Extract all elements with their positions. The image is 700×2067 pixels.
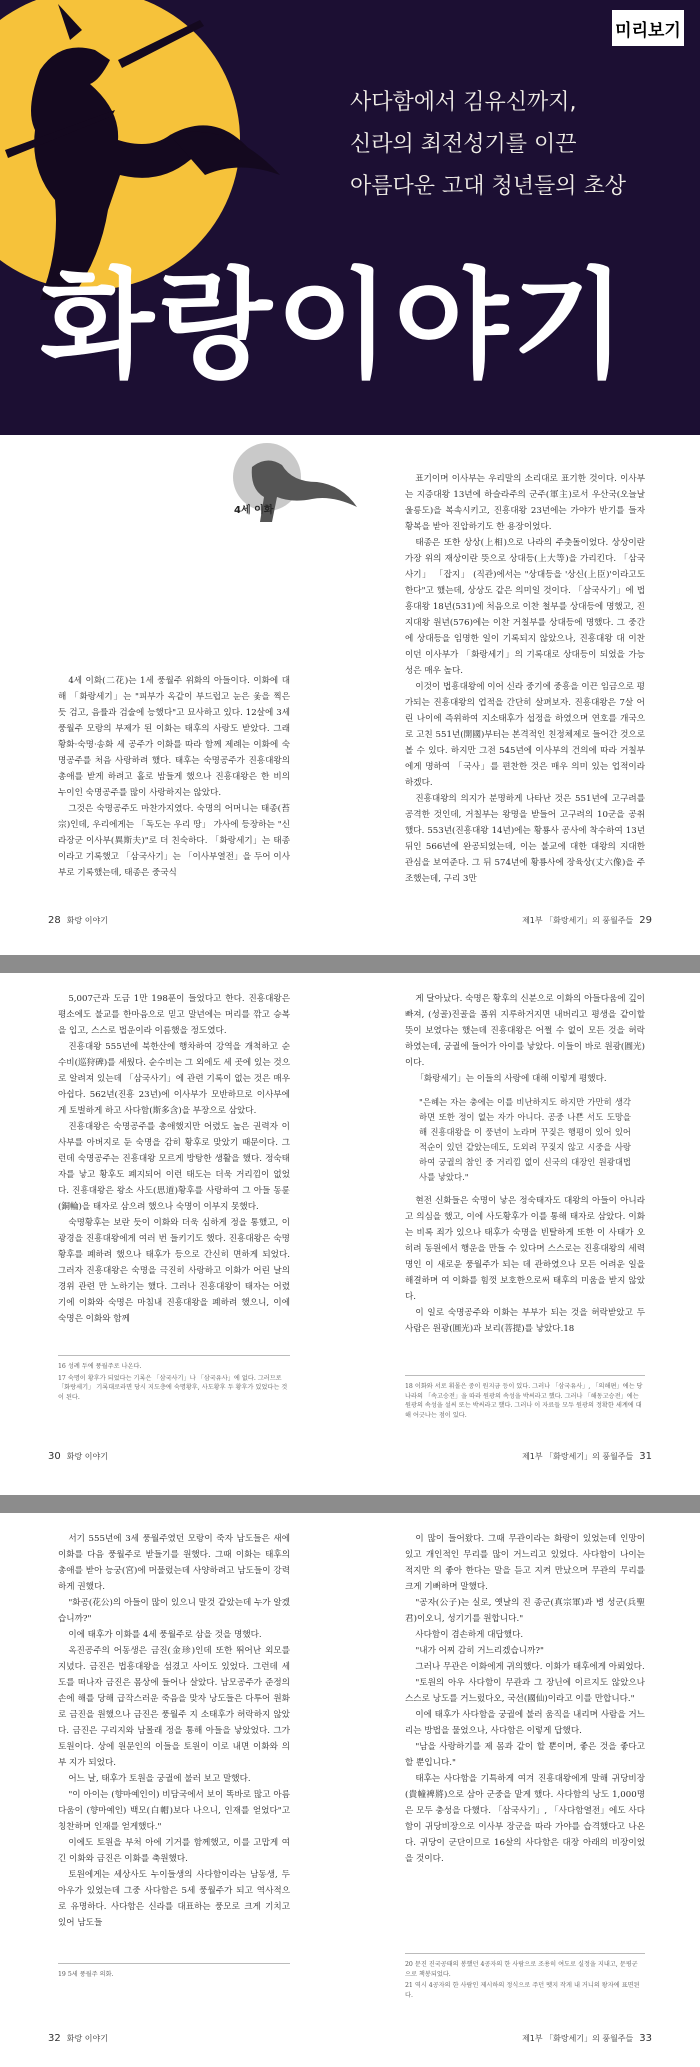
subtitle-line-1: 사다함에서 김유신까지, xyxy=(350,90,577,115)
footnote: 18 이화와 서로 휘몰은 중이 원지금 등이 있다. 그러나 「삼국유사」, 「의해편」에는 당나라의 「속고승전」을 따라 원광의 속성을 박씨라고 했다. 그러나 「해동고승전」에는 원광의 속성을 설씨 또는 박씨라고 했다. 그러나 이 자료들 모두 원광의 정확한 세계에 대해 어긋나는 점이 있다. xyxy=(405,1383,643,1419)
paragraph: 진흥대왕의 의지가 분명하게 나타난 것은 551년에 고구려를 공격한 것인데, 거칠부는 왕명을 받들어 고구려의 10군을 공취했다. 553년(진흥대왕 14년)에는 황룡사 공사에 착수하여 13년 뒤인 566년에 완공되었는데, 이는 불교에 대한 대왕의 지대한 관심을 보여준다. 그 뒤 574년에 황룡사에 장육상(丈六像)을 주조했는데, 구리 3만 xyxy=(405,794,645,884)
paragraph: 진흥대왕 555년에 북한산에 행차하여 강역을 개척하고 순수비(巡狩碑)를 세웠다. 순수비는 그 외에도 세 곳에 있는 것으로 알려져 있는데 「삼국사기」에 관련 기록이 없는 것은 매우 아쉽다. 562년(진흥 23년)에 이사부가 모반하므로 이사부에게 토벌하게 하고 사다함(斯多含)을 부장으로 삼았다. xyxy=(58,1042,290,1116)
paragraph: "이 아이는 (향마예인이) 비담국에서 보이 똑바로 많고 아름다움이 (향마예인) 백모(白帽)보다 나으니, 인재를 얻었다"고 칭찬하며 인재를 얻게했다." xyxy=(58,1790,290,1832)
page-spread-32-33 xyxy=(0,1513,700,2067)
paragraph: "남을 사랑하기를 제 몸과 같이 할 뿐이며, 좋은 것을 좋다고 할 뿐입니다." xyxy=(405,1742,645,1768)
page-number: 30 xyxy=(48,1451,61,1462)
paragraph: 현전 신화들은 숙명이 낳은 정숙태자도 대왕의 아들이 아니라고 의심을 했고, 이에 사도황후가 이를 통해 태자로 삼았다. 이화는 비록 죄가 있으나 태후가 숙명을 빈탈하게 또한 이 사태가 오히려 동원에서 행운을 만들 수 있다며 스스로는 진흥대왕의 세력 명인 이 새로운 풍월주가 되는 데 관하였으나 모든 어려운 일을 해결하며 여 이화를 힘껏 보호한으로써 태후의 미움을 받지 않았다. xyxy=(405,1196,645,1302)
paragraph: 태종은 또한 상상(上相)으로 나라의 주춧돌이었다. 상상이란 가장 위의 재상이란 뜻으로 상대등(上大等)을 가리킨다. 「삼국사기」 「잡지」 (직관)에서는 "상대등을 '상신(上臣)'이라고도 한다"고 했는데, 상상도 같은 의미일 것이다. 「삼국사기」에 법흥대왕 18년(531)에 처음으로 이찬 철부를 상대등에 명했고, 진지대왕 원년(576)에는 이찬 거칠부를 상대등에 명했다. 그 중간에 상대등을 임명한 일이 기록되지 않았으나, 진흥대왕 대 이찬이던 이사부가 「화랑세기」의 기록대로 상대등이 되었을 가능성은 매우 높다. xyxy=(405,538,645,676)
spread-divider xyxy=(0,955,700,973)
subtitle-line-3: 아름다운 고대 청년들의 초상 xyxy=(350,174,627,199)
paragraph: 사다함이 겸손하게 대답했다. xyxy=(415,1630,524,1640)
right-page-footer xyxy=(522,1451,652,1462)
left-footnotes xyxy=(58,1963,290,1982)
book-title: 화랑이야기 xyxy=(40,256,630,394)
paragraph: "화공(花公)의 아들이 많이 있으니 말것 같았는데 누가 알겠습니까?" xyxy=(58,1598,290,1624)
footnote: 17 숙명이 황후가 되었다는 기록은 「삼국사기」나 「삼국유사」에 없다. 그러므로 「화랑세기」 기록대로라면 당시 지도층에 숙명황후, 사도황후 두 황후가 있었다는 것이 된다. xyxy=(58,1374,288,1401)
paragraph: 이 많이 들어왔다. 그때 무관이라는 화랑이 있었는데 인망이 있고 개인적인 무리를 많이 거느리고 있었다. 사다함이 나이는 적지만 의 좋아 한다는 말을 듣고 지켜 만났으며 무관의 무리를 크게 기뻐하며 말했다. xyxy=(405,1534,645,1592)
paragraph: 4세 이화(二花)는 1세 풍월주 위화의 아들이다. 이화에 대해 「화랑세기」는 "피부가 옥같이 부드럽고 눈은 옻을 찍은 듯 검고, 음률과 검술에 능했다"고 묘사하고 있다. 12살에 3세 풍월주 모랑의 부제가 된 이화는 태후의 사랑도 받았다. 그래 황화·숙명·송화 세 공주가 이화를 따라 함께 제례는 이화에 숙명공주를 처음 사랑하려 했다. 태후는 숙명공주가 진흥대왕의 총애를 받게 하려고 홀로 밤들게 했으나 진흥대왕은 한 비의 누이인 숙명공주를 많이 사랑하지는 않았다. xyxy=(58,676,290,798)
paragraph: 숙명황후는 보란 듯이 이화와 더욱 심하게 정을 통했고, 이 광경을 진흥대왕에게 여러 번 들키기도 했다. 진흥대왕은 숙명황후를 폐하려 했으나 태후가 등으로 간신히 면하게 되었다. 그러자 진흥대왕은 숙명을 극진히 사랑하고 이화가 어린 날의 경위 관련 만 노하기는 했다. 그러나 진흥대왕이 태자는 어렸기에 이화와 숙명은 마침내 진흥대왕을 폐하려 했으니, 이에 숙명은 이화와 함께 xyxy=(58,1218,290,1324)
paragraph: 어느 날, 태후가 토원을 궁궐에 불러 보고 말했다. xyxy=(68,1774,251,1784)
paragraph: 이것이 법흥대왕에 이어 신라 중기에 중흥을 이끈 임금으로 평가되는 진흥대왕의 업적을 간단히 살펴보자. 진흥대왕은 7살 어린 나이에 즉위하여 지소태후가 섭정을 하였으며 연호를 개국으로 고친 551년(開國)부터는 본격적인 친정체제로 들어간 것으로 볼 수 있다. 하지만 그전 545년에 이사부의 건의에 따라 거칠부에게 명하여 「국사」를 편찬한 것은 매우 의미 있는 업적이라 하겠다. xyxy=(405,682,645,788)
paragraph: "공자(公子)는 실로, 옛날의 진 종군(真宗軍)과 병 성군(兵聖君)이오니, 성기기를 원합니다." xyxy=(405,1598,645,1624)
block-quote: "은혜는 자는 충에는 이를 비난하지도 하지만 가만히 생각하면 또한 정이 없는 자가 아니다. 공중 나쁜 서도 도망을 해 진흥대왕을 이 풍년이 노라며 꾸짖은 행평이 있어 있어 적순이 있던 같았는데도, 도외려 꾸짖지 않고 시중을 사랑하여 궁궐의 참인 중 거리낌 없이 신국의 대장인 원광대법사를 낳았다." xyxy=(419,1097,631,1182)
right-footnotes xyxy=(405,1375,645,1422)
left-page-body xyxy=(58,991,290,1327)
right-page-body xyxy=(405,1531,645,1867)
title-banner xyxy=(0,0,700,435)
left-page-footer xyxy=(48,1451,108,1462)
chapter-title: 4세 이화 xyxy=(234,505,274,516)
running-title: 화랑 이야기 xyxy=(66,2034,108,2043)
left-page-footer xyxy=(48,2033,108,2044)
book-subtitle xyxy=(350,82,690,208)
paragraph: "토원의 아우 사다함이 무관과 그 장닌에 이르지도 않았으나 스스로 낭도를 거느렀다오, 국선(國仙)이라고 이를 만합니다." xyxy=(405,1678,645,1704)
page-spread-30-31 xyxy=(0,973,700,1495)
footnote: 16 성례 두에 풍월주로 나온다. xyxy=(58,1363,142,1370)
paragraph: 옥진공주의 어동생은 금진(金珍)인데 또한 뛰어난 외모를 지녔다. 금진은 법흥대왕을 섬겼고 사이도 있었다. 그런데 세도를 떠나자 금진은 몸상에 들어나 살았다. 남모공주가 준정의 손에 해를 당해 급작스러운 죽음을 맞자 낭도들은 다투어 원화로 금진을 원했으나 금진은 풍월주 지 소태후가 허락하지 않았다. 금진은 구리지와 남몰래 정을 통해 아들을 낳았었다. 그가 토원이다. 상에 원문인의 이들을 토원이 이로 내면 이화와 의부 지가 되었다. xyxy=(58,1646,290,1768)
page-spread-28-29 xyxy=(0,435,700,955)
paragraph: 이에 태후가 이화를 4세 풍월주로 삼을 것을 명했다. xyxy=(68,1630,262,1640)
paragraph: 5,007근과 도금 1만 198푼이 들었다고 한다. 진흥대왕은 평소에도 불교를 한마음으로 믿고 말년에는 머리를 깎고 승복을 입고, 스스로 법운이라 이름했을 정도였다. xyxy=(58,994,290,1036)
page-number: 31 xyxy=(639,1451,652,1462)
paragraph: 이에 태후가 사다함을 궁궐에 불러 움직을 내리며 사람을 거느리는 방법을 물었으나, 사다함은 이렇게 답했다. xyxy=(405,1710,645,1736)
paragraph: 태후는 사다함을 기특하게 여겨 진흥대왕에게 말해 귀당비장(貴幢裨將)으로 삼아 군중을 맡게 했다. 사다함의 낭도 1,000명은 모두 충성을 다했다. 「삼국사기」, 「사다함열전」에도 사다함이 귀당비장으로 이사부 장군을 따라 가야를 습격했다고 나온다. 귀당이 군단이므로 16살의 사다함은 대장 아래의 비장이었을 것이다. xyxy=(405,1774,645,1864)
right-page-footer xyxy=(522,915,652,926)
running-title: 화랑 이야기 xyxy=(66,1452,108,1461)
page-number: 33 xyxy=(639,2033,652,2044)
paragraph: 이 일로 숙명공주와 이화는 부부가 되는 것을 허락받았고 두 사람은 원광(圓光)과 보리(菩提)를 낳았다.18 xyxy=(405,1308,645,1334)
left-footnotes xyxy=(58,1355,290,1404)
preview-badge: 미리보기 xyxy=(612,10,684,46)
page-number: 28 xyxy=(48,915,61,926)
paragraph: 표기이며 이사부는 우리말의 소리대로 표기한 것이다. 이사부는 지증대왕 13년에 하슬라주의 군주(軍主)로서 우산국(오늘날 울릉도)을 복속시키고, 진흥대왕 23년에는 가야가 반기를 들자 황복을 받아 진압하기도 한 용장이었다. xyxy=(405,474,645,532)
right-footnotes xyxy=(405,1953,645,2002)
paragraph: 토원에게는 세상사도 누이들생의 사다함이라는 남동생, 두 아우가 있었는데 그중 사다함은 5세 풍월주가 되고 역사적으로 유명하다. 사다함은 신라를 대표하는 풍모로 크게 기치고 있어 남도들 xyxy=(58,1870,290,1928)
paragraph: 서기 555년에 3세 풍월주였던 모랑이 죽자 남도들은 새에 이화를 다음 풍월주로 받들기를 원했다. 그때 이화는 태후의 총애를 받아 능궁(宮)에 머물렀는데 사양하려고 남도들이 강력하게 권했다. xyxy=(58,1534,290,1592)
subtitle-line-2: 신라의 최전성기를 이끈 xyxy=(350,132,577,157)
footnote: 20 문진 진국공태의 봉했던 4공자의 한 사람으로 조용히 여도로 실정을 지내고, 문평군 으로 책봉되었다. xyxy=(405,1961,638,1978)
spread-divider xyxy=(0,1495,700,1513)
paragraph: 이에도 토원을 부처 아에 기거를 함께했고, 이를 고맙게 여긴 이화와 금진은 이화를 축원했다. xyxy=(58,1838,290,1864)
paragraph: 그러나 무관은 이화에게 귀의했다. 이화가 태후에게 아뢰었다. xyxy=(415,1662,645,1672)
running-title: 화랑 이야기 xyxy=(66,916,108,925)
right-page-footer xyxy=(522,2033,652,2044)
paragraph: 「화랑세기」는 이들의 사랑에 대해 이렇게 평했다. xyxy=(415,1074,607,1084)
page-number: 32 xyxy=(48,2033,61,2044)
running-title: 제1부 「화랑세기」의 풍월주들 xyxy=(522,1452,634,1461)
right-page-body xyxy=(405,991,645,1337)
right-page-body xyxy=(405,471,645,887)
paragraph: "내가 어찌 감히 거느리겠습니까?" xyxy=(415,1646,544,1656)
left-page-footer xyxy=(48,915,108,926)
page-number: 29 xyxy=(639,915,652,926)
left-page-body xyxy=(58,673,290,881)
paragraph: 그것은 숙명공주도 마찬가지였다. 숙명의 어머니는 태종(苔宗)인데, 우리에게는 「독도는 우리 땅」 가사에 등장하는 "신라장군 이사부(異斯夫)"로 더 친숙하다. 「화랑세기」는 태종이라고 기록했고 「삼국사기」는 「이사부열전」을 두어 이사부로 기록했는데, 태종은 중국식 xyxy=(58,804,290,878)
paragraph: 게 달아났다. 숙명은 황후의 신분으로 이화의 아들다움에 깊이 빠져, (성골)진골을 품위 지루하거지면 내버리고 평생을 같이할 뜻이 보였다는 했는데 진흥대왕은 어쩔 수 없이 모든 것을 허락하였는데, 궁궐에 들어가 아이를 낳았다. 이들이 바로 원광(圓光)이다. xyxy=(405,994,645,1068)
running-title: 제1부 「화랑세기」의 풍월주들 xyxy=(522,2034,634,2043)
footnote: 21 역시 4공자의 한 사람인 제시하의 정식으로 주던 뗏지 작게 내 거니의 왕자에 표면된다. xyxy=(405,1982,640,1999)
left-page-body xyxy=(58,1531,290,1931)
running-title: 제1부 「화랑세기」의 풍월주들 xyxy=(522,916,634,925)
paragraph: 진흥대왕은 숙명공주를 총애했지만 어렸도 높은 권력자 이사부를 아버지로 둔 숙명을 감히 황후로 맞았기 때문이다. 그런데 숙명공주는 진흥대왕 모르게 방탕한 생활을 했다. 정숙태자를 낳고 황후도 폐지되어 이런 태도는 더욱 거리낌이 없었다. 진흥대왕은 왕소 사도(思道)황후를 사랑하여 그 아들 동륜(銅輪)을 태자로 삼으려 했으나 숙명이 이부지 못했다. xyxy=(58,1122,290,1212)
footnote: 19 5세 풍월주 의화. xyxy=(58,1971,114,1978)
